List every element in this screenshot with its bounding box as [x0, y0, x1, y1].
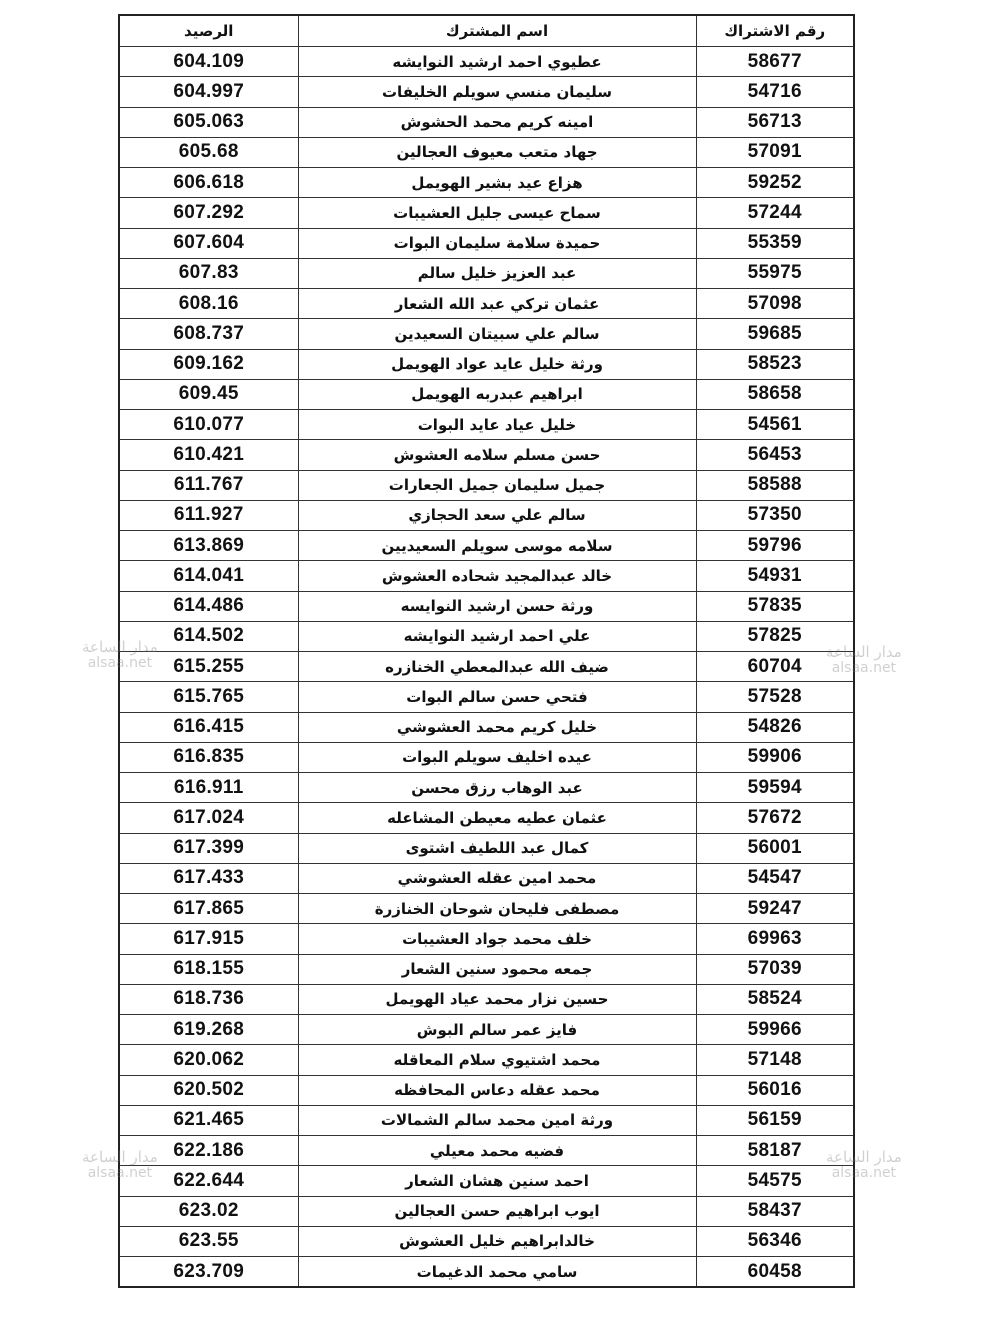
- subscriber-name-cell: فضيه محمد معيلي: [298, 1136, 696, 1166]
- subscriber-name-cell: خالدابراهيم خليل العشوش: [298, 1226, 696, 1256]
- balance-cell: 615.765: [119, 682, 298, 712]
- subscription-id-cell: 56346: [696, 1226, 854, 1256]
- subscriber-name-cell: ضيف الله عبدالمعطي الخنازره: [298, 652, 696, 682]
- subscription-id-cell: 57835: [696, 591, 854, 621]
- subscriber-name-cell: محمد اشتيوي سلام المعاقله: [298, 1045, 696, 1075]
- subscription-id-cell: 54826: [696, 712, 854, 742]
- table-row: [119, 258, 854, 288]
- balance-cell: 617.865: [119, 894, 298, 924]
- subscription-id-cell: 54561: [696, 410, 854, 440]
- subscriber-name-cell: محمد امين عقله العشوشي: [298, 863, 696, 893]
- table-row: [119, 954, 854, 984]
- subscriber-name-cell: سليمان منسي سويلم الخليفات: [298, 77, 696, 107]
- subscriber-name-cell: حميدة سلامة سليمان البوات: [298, 228, 696, 258]
- table-row: [119, 1015, 854, 1045]
- balance-cell: 617.024: [119, 803, 298, 833]
- subscriber-name-cell: ايوب ابراهيم حسن العجالين: [298, 1196, 696, 1226]
- watermark-latin: alsaa.net: [87, 654, 153, 671]
- table-row: [119, 924, 854, 954]
- balance-cell: 614.486: [119, 591, 298, 621]
- balance-cell: 616.415: [119, 712, 298, 742]
- table-row: [119, 349, 854, 379]
- balance-cell: 623.02: [119, 1196, 298, 1226]
- subscriber-name-cell: سالم علي سبيتان السعيدين: [298, 319, 696, 349]
- column-header-balance: الرصيد: [119, 15, 298, 47]
- table-row: [119, 621, 854, 651]
- subscriber-name-cell: جميل سليمان جميل الجعارات: [298, 470, 696, 500]
- table-row: [119, 77, 854, 107]
- subscription-id-cell: 54575: [696, 1166, 854, 1196]
- balance-cell: 618.155: [119, 954, 298, 984]
- subscription-id-cell: 54716: [696, 77, 854, 107]
- watermark-latin: alsaa.net: [87, 1164, 153, 1181]
- table-row: [119, 107, 854, 137]
- subscription-id-cell: 56713: [696, 107, 854, 137]
- balance-cell: 622.644: [119, 1166, 298, 1196]
- table-body: [119, 47, 854, 1288]
- balance-cell: 614.041: [119, 561, 298, 591]
- balance-cell: 620.502: [119, 1075, 298, 1105]
- balance-cell: 614.502: [119, 621, 298, 651]
- subscription-id-cell: 57672: [696, 803, 854, 833]
- subscriber-name-cell: حسين نزار محمد عياد الهويمل: [298, 984, 696, 1014]
- subscription-id-cell: 59247: [696, 894, 854, 924]
- subscription-id-cell: 69963: [696, 924, 854, 954]
- subscriber-name-cell: مصطفى فليحان شوحان الخنازرة: [298, 894, 696, 924]
- subscriber-name-cell: خليل عياد عايد البوات: [298, 410, 696, 440]
- subscriber-name-cell: ورثة حسن ارشيد النوايسه: [298, 591, 696, 621]
- table-row: [119, 379, 854, 409]
- subscription-id-cell: 54931: [696, 561, 854, 591]
- subscription-id-cell: 59685: [696, 319, 854, 349]
- subscriber-name-cell: ابراهيم عبدربه الهويمل: [298, 379, 696, 409]
- table-row: [119, 984, 854, 1014]
- subscription-id-cell: 57098: [696, 289, 854, 319]
- subscription-id-cell: 60704: [696, 652, 854, 682]
- watermark-latin: alsaa.net: [831, 1164, 897, 1181]
- balance-cell: 622.186: [119, 1136, 298, 1166]
- subscription-id-cell: 57148: [696, 1045, 854, 1075]
- watermark-arabic: مدار الساعة: [82, 638, 158, 656]
- subscription-id-cell: 59252: [696, 168, 854, 198]
- balance-cell: 623.709: [119, 1257, 298, 1288]
- table-row: [119, 198, 854, 228]
- subscriber-name-cell: كمال عبد اللطيف اشتوى: [298, 833, 696, 863]
- subscription-id-cell: 57350: [696, 500, 854, 530]
- table-row: [119, 168, 854, 198]
- balance-cell: 609.162: [119, 349, 298, 379]
- balance-cell: 607.604: [119, 228, 298, 258]
- balance-cell: 605.063: [119, 107, 298, 137]
- balance-cell: 610.421: [119, 440, 298, 470]
- watermark-arabic: مدار الساعة: [826, 643, 902, 661]
- subscriber-name-cell: عثمان تركي عبد الله الشعار: [298, 289, 696, 319]
- subscriber-name-cell: خلف محمد جواد العشيبات: [298, 924, 696, 954]
- balance-cell: 617.433: [119, 863, 298, 893]
- subscription-id-cell: 55975: [696, 258, 854, 288]
- table-row: [119, 47, 854, 77]
- table-row: [119, 1226, 854, 1256]
- table-row: [119, 773, 854, 803]
- subscriber-name-cell: هزاع عيد بشير الهويمل: [298, 168, 696, 198]
- table-row: [119, 803, 854, 833]
- table-row: [119, 1105, 854, 1135]
- subscription-id-cell: 59906: [696, 742, 854, 772]
- subscriber-name-cell: امينه كريم محمد الحشوش: [298, 107, 696, 137]
- subscriber-name-cell: ورثة خليل عايد عواد الهويمل: [298, 349, 696, 379]
- subscriber-name-cell: سالم علي سعد الحجازي: [298, 500, 696, 530]
- subscription-id-cell: 57091: [696, 137, 854, 167]
- balance-cell: 610.077: [119, 410, 298, 440]
- subscriber-name-cell: علي احمد ارشيد النوايشه: [298, 621, 696, 651]
- table-row: [119, 1136, 854, 1166]
- subscription-id-cell: 57528: [696, 682, 854, 712]
- balance-cell: 617.915: [119, 924, 298, 954]
- table-row: [119, 863, 854, 893]
- balance-cell: 606.618: [119, 168, 298, 198]
- column-header-name: اسم المشترك: [298, 15, 696, 47]
- subscriber-name-cell: خليل كريم محمد العشوشي: [298, 712, 696, 742]
- subscription-id-cell: 58523: [696, 349, 854, 379]
- subscription-id-cell: 54547: [696, 863, 854, 893]
- subscription-id-cell: 58677: [696, 47, 854, 77]
- balance-cell: 616.911: [119, 773, 298, 803]
- balance-cell: 617.399: [119, 833, 298, 863]
- table-row: [119, 742, 854, 772]
- subscriber-balance-table: [118, 14, 855, 1288]
- subscription-id-cell: 56016: [696, 1075, 854, 1105]
- balance-cell: 611.927: [119, 500, 298, 530]
- table-row: [119, 470, 854, 500]
- table-row: [119, 833, 854, 863]
- subscription-id-cell: 58187: [696, 1136, 854, 1166]
- subscriber-name-cell: جهاد متعب معيوف العجالين: [298, 137, 696, 167]
- table-row: [119, 682, 854, 712]
- subscription-id-cell: 59796: [696, 531, 854, 561]
- balance-cell: 620.062: [119, 1045, 298, 1075]
- balance-cell: 621.465: [119, 1105, 298, 1135]
- subscriber-name-cell: سامي محمد الدغيمات: [298, 1257, 696, 1288]
- subscription-id-cell: 58658: [696, 379, 854, 409]
- table-row: [119, 1196, 854, 1226]
- balance-cell: 608.16: [119, 289, 298, 319]
- table-row: [119, 1257, 854, 1288]
- subscription-id-cell: 58588: [696, 470, 854, 500]
- subscription-id-cell: 56001: [696, 833, 854, 863]
- subscriber-name-cell: فايز عمر سالم البوش: [298, 1015, 696, 1045]
- balance-cell: 607.83: [119, 258, 298, 288]
- table-row: [119, 137, 854, 167]
- subscription-id-cell: 56453: [696, 440, 854, 470]
- watermark-arabic: مدار الساعة: [82, 1148, 158, 1166]
- table-row: [119, 652, 854, 682]
- subscription-id-cell: 58524: [696, 984, 854, 1014]
- subscriber-name-cell: سماح عيسى جليل العشيبات: [298, 198, 696, 228]
- table-row: [119, 894, 854, 924]
- subscription-id-cell: 59594: [696, 773, 854, 803]
- balance-cell: 618.736: [119, 984, 298, 1014]
- subscriber-name-cell: عبد العزيز خليل سالم: [298, 258, 696, 288]
- subscriber-name-cell: عيده اخليف سويلم البوات: [298, 742, 696, 772]
- subscription-id-cell: 57039: [696, 954, 854, 984]
- balance-cell: 609.45: [119, 379, 298, 409]
- balance-cell: 619.268: [119, 1015, 298, 1045]
- subscription-id-cell: 57825: [696, 621, 854, 651]
- table-row: [119, 712, 854, 742]
- balance-cell: 615.255: [119, 652, 298, 682]
- table-header-row: [119, 15, 854, 47]
- balance-cell: 613.869: [119, 531, 298, 561]
- subscriber-name-cell: عطيوي احمد ارشيد النوايشه: [298, 47, 696, 77]
- table-row: [119, 440, 854, 470]
- subscriber-name-cell: فتحي حسن سالم البوات: [298, 682, 696, 712]
- table-row: [119, 561, 854, 591]
- subscriber-name-cell: حسن مسلم سلامه العشوش: [298, 440, 696, 470]
- table-row: [119, 1045, 854, 1075]
- balance-cell: 608.737: [119, 319, 298, 349]
- balance-cell: 616.835: [119, 742, 298, 772]
- balance-cell: 604.997: [119, 77, 298, 107]
- subscriber-name-cell: خالد عبدالمجيد شحاده العشوش: [298, 561, 696, 591]
- table-row: [119, 319, 854, 349]
- subscriber-name-cell: جمعه محمود سنين الشعار: [298, 954, 696, 984]
- subscription-id-cell: 56159: [696, 1105, 854, 1135]
- subscription-id-cell: 57244: [696, 198, 854, 228]
- balance-cell: 605.68: [119, 137, 298, 167]
- balance-cell: 604.109: [119, 47, 298, 77]
- watermark-latin: alsaa.net: [831, 659, 897, 676]
- subscription-id-cell: 55359: [696, 228, 854, 258]
- column-header-subscription-id: رقم الاشتراك: [696, 15, 854, 47]
- subscriber-name-cell: عثمان عطيه معيطن المشاعله: [298, 803, 696, 833]
- table-row: [119, 531, 854, 561]
- table-row: [119, 1075, 854, 1105]
- table-row: [119, 1166, 854, 1196]
- watermark-arabic: مدار الساعة: [826, 1148, 902, 1166]
- subscription-id-cell: 60458: [696, 1257, 854, 1288]
- table-row: [119, 410, 854, 440]
- subscriber-name-cell: سلامه موسى سويلم السعيديين: [298, 531, 696, 561]
- balance-cell: 607.292: [119, 198, 298, 228]
- table-row: [119, 228, 854, 258]
- subscription-id-cell: 59966: [696, 1015, 854, 1045]
- subscription-id-cell: 58437: [696, 1196, 854, 1226]
- balance-cell: 623.55: [119, 1226, 298, 1256]
- table-row: [119, 500, 854, 530]
- table-row: [119, 289, 854, 319]
- subscriber-name-cell: احمد سنين هشان الشعار: [298, 1166, 696, 1196]
- subscriber-name-cell: ورثة امين محمد سالم الشمالات: [298, 1105, 696, 1135]
- subscriber-name-cell: محمد عقله دعاس المحافظه: [298, 1075, 696, 1105]
- table-row: [119, 591, 854, 621]
- subscriber-name-cell: عبد الوهاب رزق محسن: [298, 773, 696, 803]
- balance-cell: 611.767: [119, 470, 298, 500]
